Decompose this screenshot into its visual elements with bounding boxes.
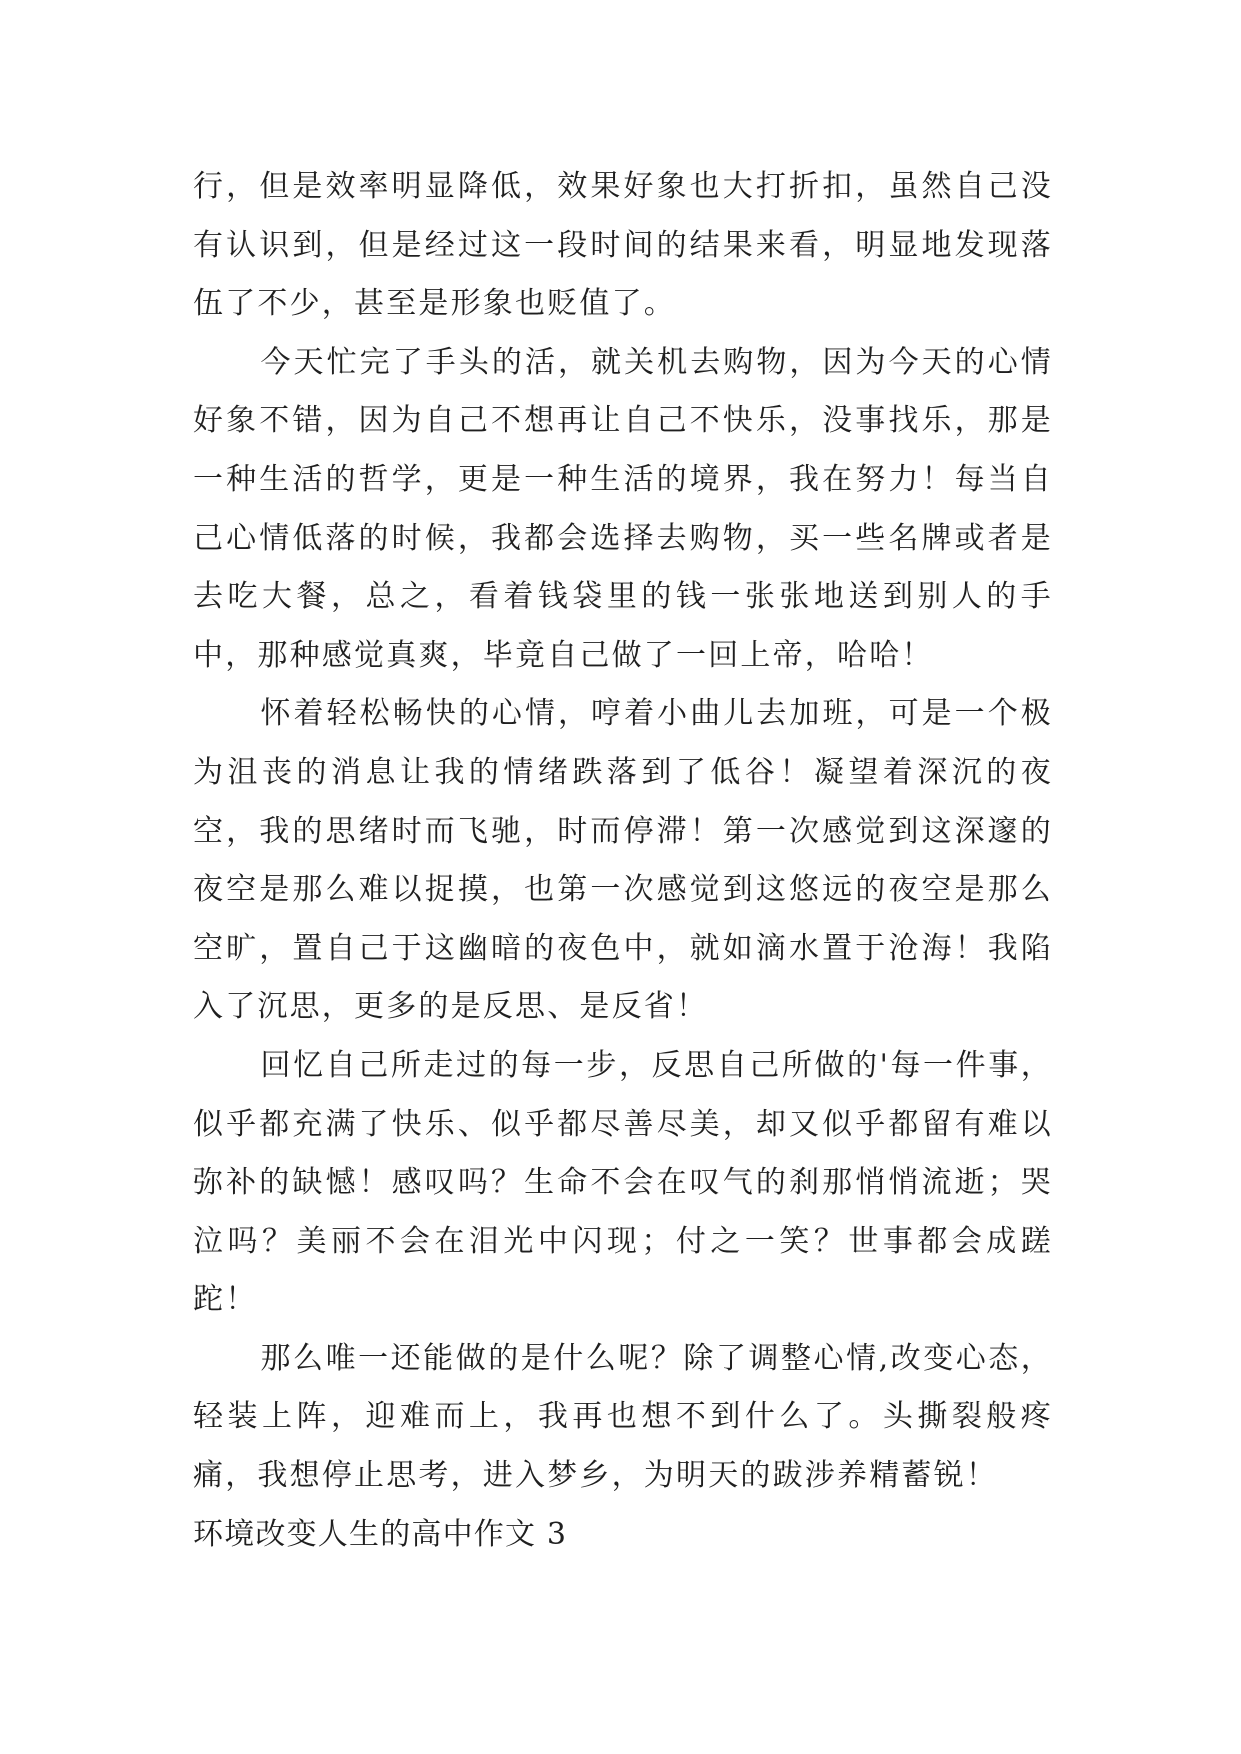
section-heading: 环境改变人生的高中作文 3	[193, 1516, 568, 1552]
paragraph-5: 那么唯一还能做的是什么呢？除了调整心情,改变心态，轻装上阵，迎难而上，我再也想不到什么了。头撕裂般疼痛，我想停止思考，进入梦乡，为明天的跋涉养精蓄锐！	[193, 1340, 1053, 1494]
paragraph-3: 怀着轻松畅快的心情，哼着小曲儿去加班，可是一个极为沮丧的消息让我的情绪跌落到了低谷！凝望着深沉的夜空，我的思绪时而飞驰，时而停滞！第一次感觉到这深邃的夜空是那么难以捉摸，也第一次感觉到这悠远的夜空是那么空旷，置自己于这幽暗的夜色中，就如滴水置于沧海！我陷入了沉思，更多的是反思、是反省！	[193, 696, 1053, 1025]
paragraph-1: 行，但是效率明显降低，效果好象也大打折扣，虽然自己没有认识到，但是经过这一段时间的结果来看，明显地发现落伍了不少，甚至是形象也贬值了。	[193, 169, 1053, 322]
paragraph-2: 今天忙完了手头的活，就关机去购物，因为今天的心情好象不错，因为自己不想再让自己不快乐，没事找乐，那是一种生活的哲学，更是一种生活的境界，我在努力！每当自己心情低落的时候，我都会选择去购物，买一些名牌或者是去吃大餐，总之，看着钱袋里的钱一张张地送到别人的手中，那种感觉真爽，毕竟自己做了一回上帝，哈哈！	[193, 344, 1053, 673]
document-body	[193, 158, 1053, 1564]
paragraph-4: 回忆自己所走过的每一步，反思自己所做的'每一件事，似乎都充满了快乐、似乎都尽善尽美，却又似乎都留有难以弥补的缺憾！感叹吗？生命不会在叹气的刹那悄悄流逝；哭泣吗？美丽不会在泪光中闪现；付之一笑？世事都会成蹉跎！	[193, 1047, 1053, 1318]
